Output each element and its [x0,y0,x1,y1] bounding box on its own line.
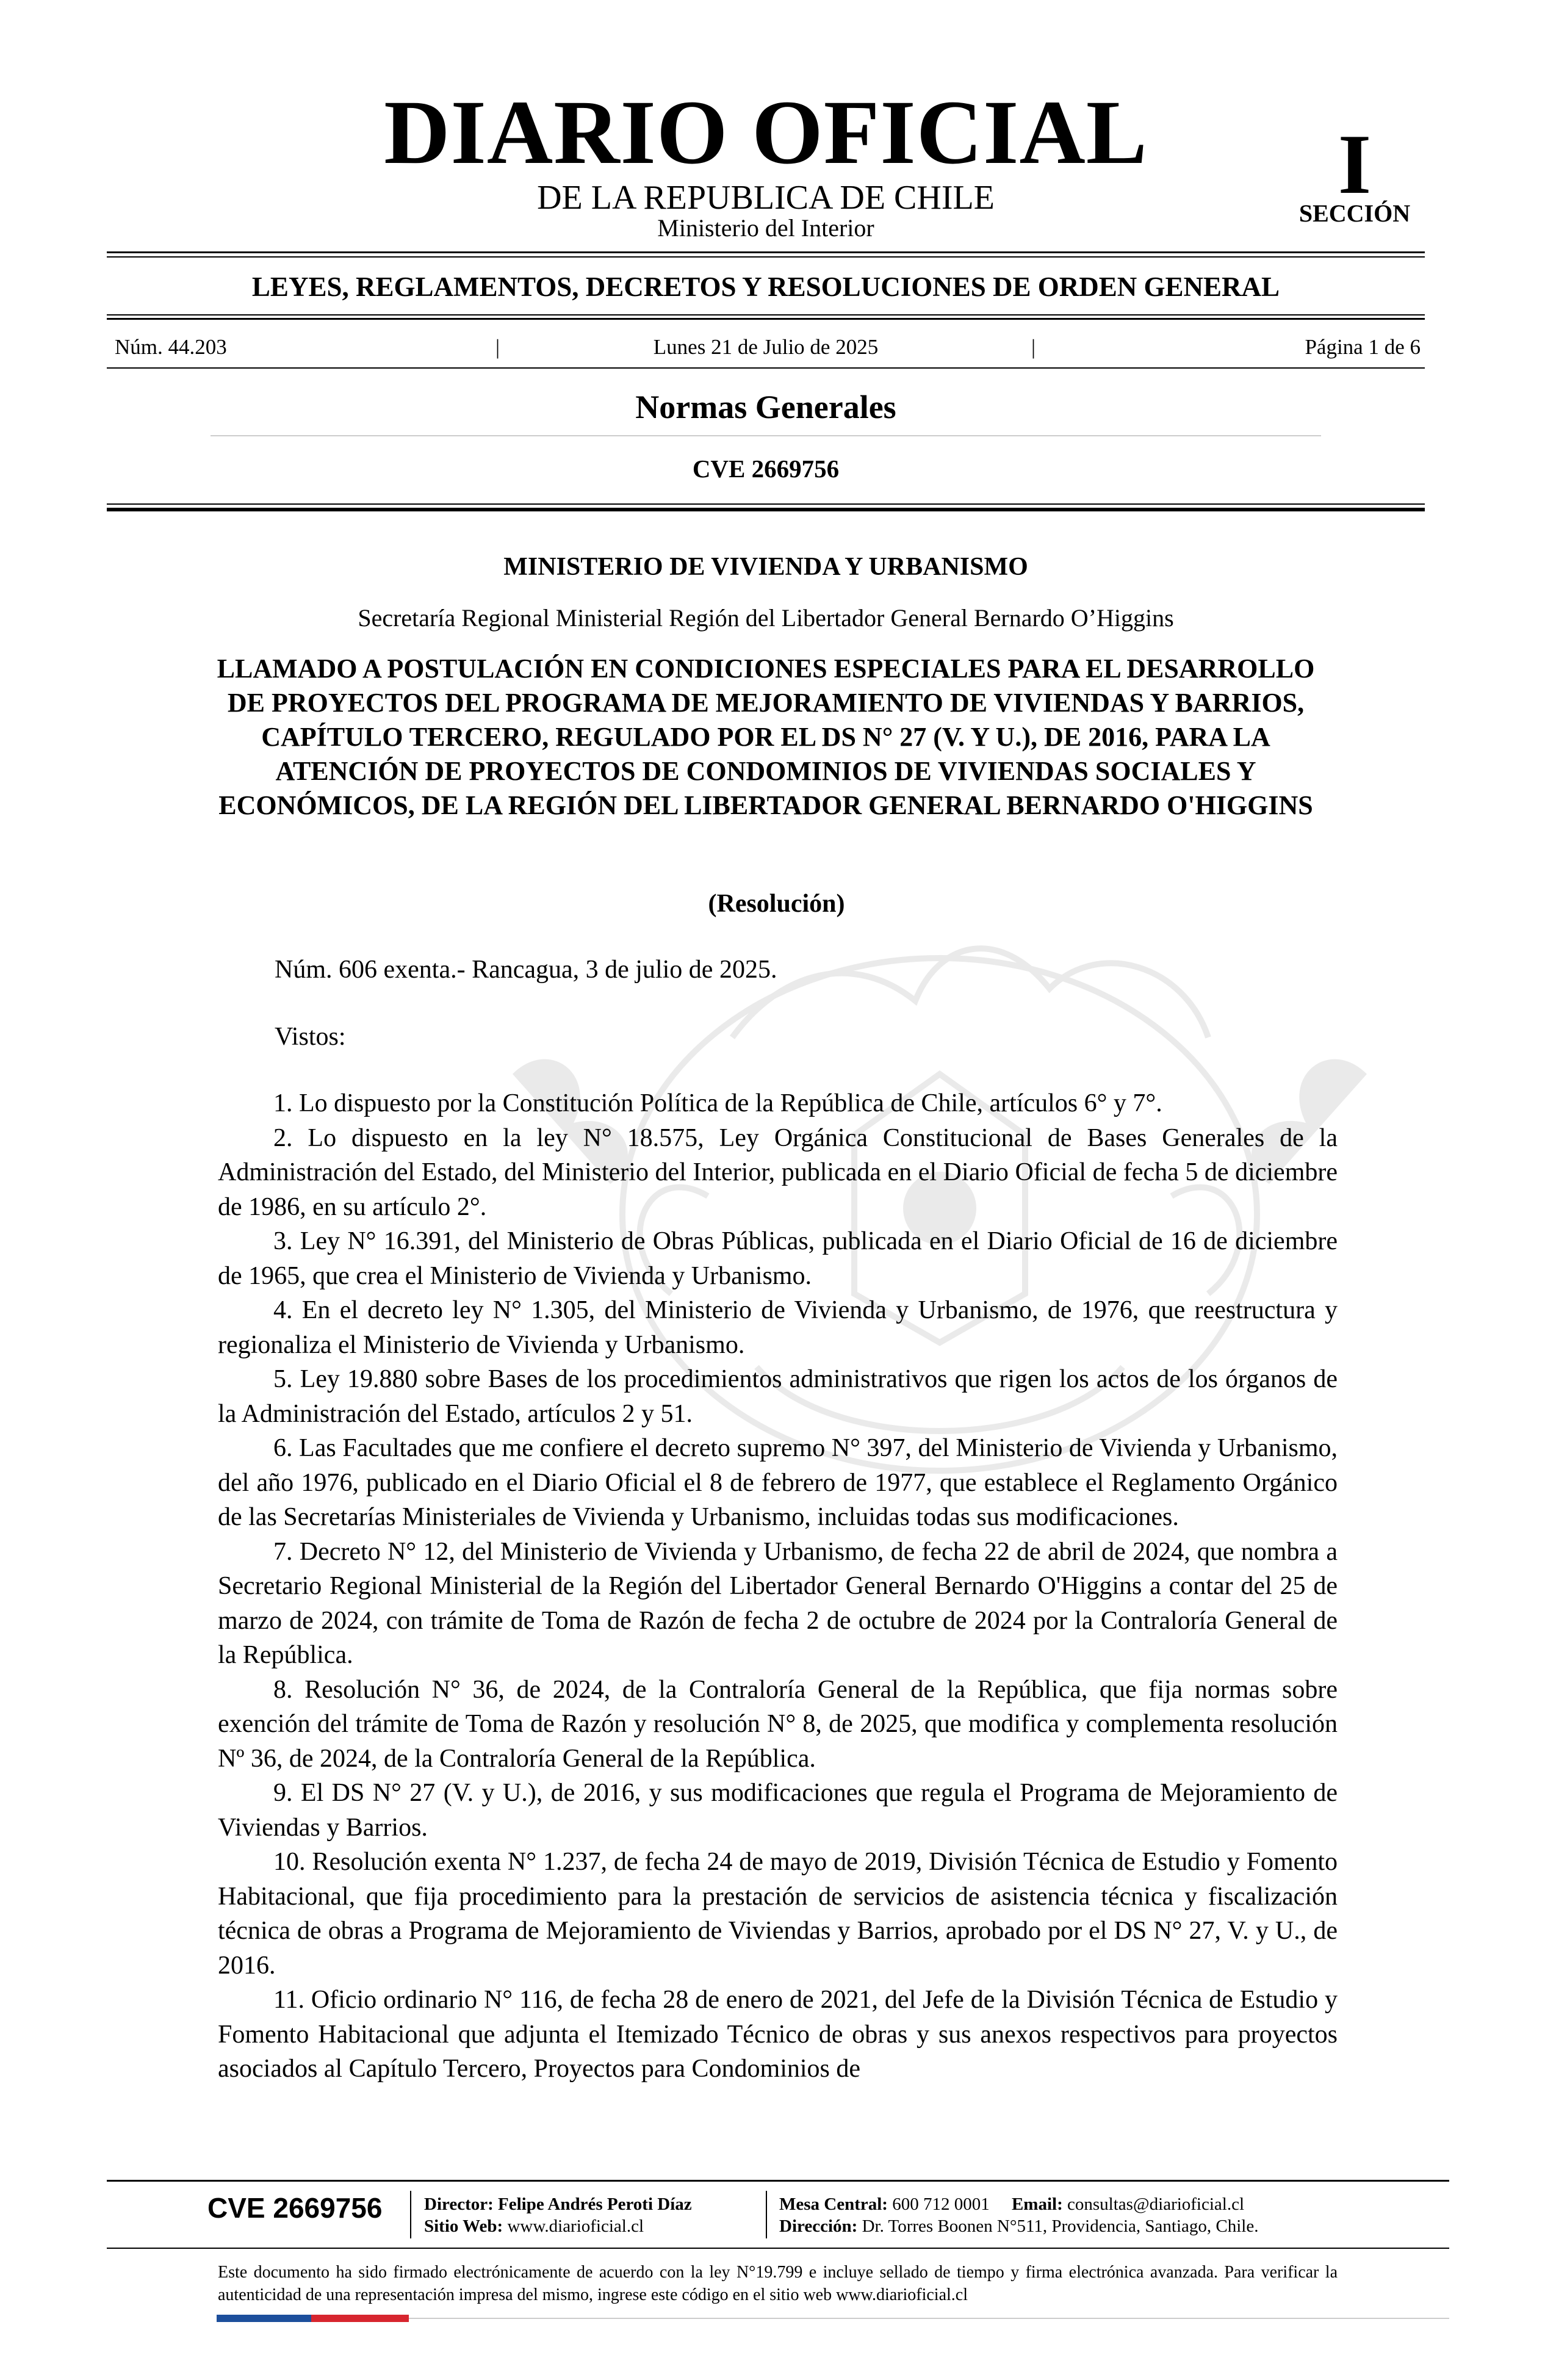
footer-address [779,2215,1258,2237]
info-separator: | [1031,335,1036,359]
vistos-heading: Vistos: [275,1023,346,1051]
section-heading: Normas Generales [635,389,896,425]
body-paragraph: 5. Ley 19.880 sobre Bases de los procedimientos administrativos que rigen los actos de los órganos de la Administración del Estado, artículos 2 y 51. [218,1365,1338,1428]
address-label: Dirección: [779,2216,858,2236]
body-paragraph: 8. Resolución N° 36, de 2024, de la Contraloría General de la República, que fija normas sobre exención del trámite de Toma de Razón y resolución N° 8, de 2025, que modifica y complementa resolución Nº 36, de 2024, de la Contraloría General de la República. [218,1675,1338,1773]
document-title: LLAMADO A POSTULACIÓN EN CONDICIONES ESPECIALES PARA EL DESARROLLO DE PROYECTOS DEL PROGRAMA DE MEJORAMIENTO DE VIVIENDAS Y BARRIOS, CAPÍTULO TERCERO, REGULADO POR EL DS N° 27 (V. Y U.), DE 2016, PARA LA ATENCIÓN DE PROYECTOS DE CONDOMINIOS DE VIVIENDAS SOCIALES Y ECONÓMICOS, DE LA REGIÓN DEL LIBERTADOR GENERAL BERNARDO O'HIGGINS [217,654,1315,820]
document-type: (Resolución) [708,890,845,918]
section-divider [211,435,1321,436]
header-rule-top [107,251,1425,253]
footer-website [424,2215,644,2237]
footer-rule-bottom [409,2318,1449,2319]
cve-rule-top [107,503,1425,505]
footer-rule-top [107,2180,1449,2182]
footer-cve: CVE 2669756 [207,2192,383,2224]
director-value: Felipe Andrés Peroti Díaz [498,2194,692,2214]
mesa-label: Mesa Central: [779,2194,888,2214]
mesa-value: 600 712 0001 [892,2194,990,2214]
header-rule-bottom [107,314,1425,316]
cve-rule-thick [107,508,1425,511]
category-heading: LEYES, REGLAMENTOS, DECRETOS Y RESOLUCIONES DE ORDEN GENERAL [251,272,1280,302]
address-value: Dr. Torres Boonen N°511, Providencia, Santiago, Chile. [862,2216,1259,2236]
issue-date: Lunes 21 de Julio de 2025 [653,335,879,359]
body-paragraph: 11. Oficio ordinario N° 116, de fecha 28 de enero de 2021, del Jefe de la División Técnica de Estudio y Fomento Habitacional que adjunta el Itemizado Técnico de obras y sus anexos respectivos para proyectos asociados al Capítulo Tercero, Proyectos para Condominios de [218,1986,1338,2083]
resolution-number-line: Núm. 606 exenta.- Rancagua, 3 de julio de 2025. [275,956,777,984]
newspaper-ministry: Ministerio del Interior [657,214,874,242]
info-separator: | [495,335,500,359]
section-number: I [1338,117,1372,212]
page-counter: Página 1 de 6 [1305,335,1421,359]
body-paragraph: 6. Las Facultades que me confiere el decreto supremo N° 397, del Ministerio de Vivienda y Urbanismo, del año 1976, publicado en el Diario Oficial el 8 de febrero de 1977, que establece el Reglamento Orgánico de las Secretarías Ministeriales de Vivienda y Urbanismo, incluidas todas sus modificaciones. [218,1434,1338,1531]
body-paragraph: 9. El DS N° 27 (V. y U.), de 2016, y sus modificaciones que regula el Programa de Mejoramiento de Viviendas y Barrios. [218,1779,1338,1842]
header-rule-bottom-thick [107,318,1425,320]
header-rule-top-thin [107,256,1425,258]
newspaper-subtitle: DE LA REPUBLICA DE CHILE [537,179,995,217]
footer-rule-middle [107,2248,1449,2249]
info-rule [107,367,1425,369]
footer-director [424,2193,692,2215]
issuing-office: Secretaría Regional Ministerial Región del Libertador General Bernardo O’Higgins [358,604,1174,632]
footer-separator [766,2191,767,2238]
issue-number: Núm. 44.203 [115,335,227,359]
footer-disclaimer: Este documento ha sido firmado electrónicamente de acuerdo con la ley N°19.799 e incluye sellado de tiempo y firma electrónica avanzada. Para verificar la autenticidad de una representación impresa del mismo, ingrese este código en el sitio web www.diarioficial.cl [218,2263,1338,2304]
email-link[interactable]: consultas@diarioficial.cl [1067,2194,1245,2214]
footer-separator [410,2191,411,2238]
footer-contact [779,2193,1244,2215]
site-label: Sitio Web: [424,2216,503,2236]
body-paragraph: 1. Lo dispuesto por la Constitución Política de la República de Chile, artículos 6° y 7°. [273,1089,1162,1117]
body-paragraph: 2. Lo dispuesto en la ley N° 18.575, Ley Orgánica Constitucional de Bases Generales de la Administración del Estado, del Ministerio del Interior, publicada en el Diario Oficial de fecha 5 de diciembre de 1986, en su artículo 2°. [218,1123,1338,1221]
section-label: SECCIÓN [1298,200,1411,227]
document-body [218,1086,1338,2086]
body-paragraph: 3. Ley N° 16.391, del Ministerio de Obras Públicas, publicada en el Diario Oficial de 16 de diciembre de 1965, que crea el Ministerio de Vivienda y Urbanismo. [218,1227,1338,1290]
body-paragraph: 4. En el decreto ley N° 1.305, del Ministerio de Vivienda y Urbanismo, de 1976, que reestructura y regionaliza el Ministerio de Vivienda y Urbanismo. [218,1296,1338,1359]
body-paragraph: 10. Resolución exenta N° 1.237, de fecha 24 de mayo de 2019, División Técnica de Estudio y Fomento Habitacional, que fija procedimiento para la prestación de servicios de asistencia técnica y fiscalización técnica de obras a Programa de Mejoramiento de Viviendas y Barrios, aprobado por el DS N° 27, V. y U., de 2016. [218,1848,1338,1980]
flag-stripe-blue [217,2315,311,2322]
site-link[interactable]: www.diarioficial.cl [507,2216,644,2236]
flag-stripe-red [311,2315,409,2322]
body-paragraph: 7. Decreto N° 12, del Ministerio de Vivienda y Urbanismo, de fecha 22 de abril de 2024, que nombra a Secretario Regional Ministerial de la Región del Libertador General Bernardo O'Higgins a contar del 25 de marzo de 2024, con trámite de Toma de Razón de fecha 2 de octubre de 2024 por la Contraloría General de la República. [218,1537,1338,1669]
issuing-ministry: MINISTERIO DE VIVIENDA Y URBANISMO [503,553,1028,581]
newspaper-title: DIARIO OFICIAL [384,82,1148,183]
email-label: Email: [1011,2194,1063,2214]
cve-heading: CVE 2669756 [692,455,840,483]
director-label: Director: [424,2194,494,2214]
